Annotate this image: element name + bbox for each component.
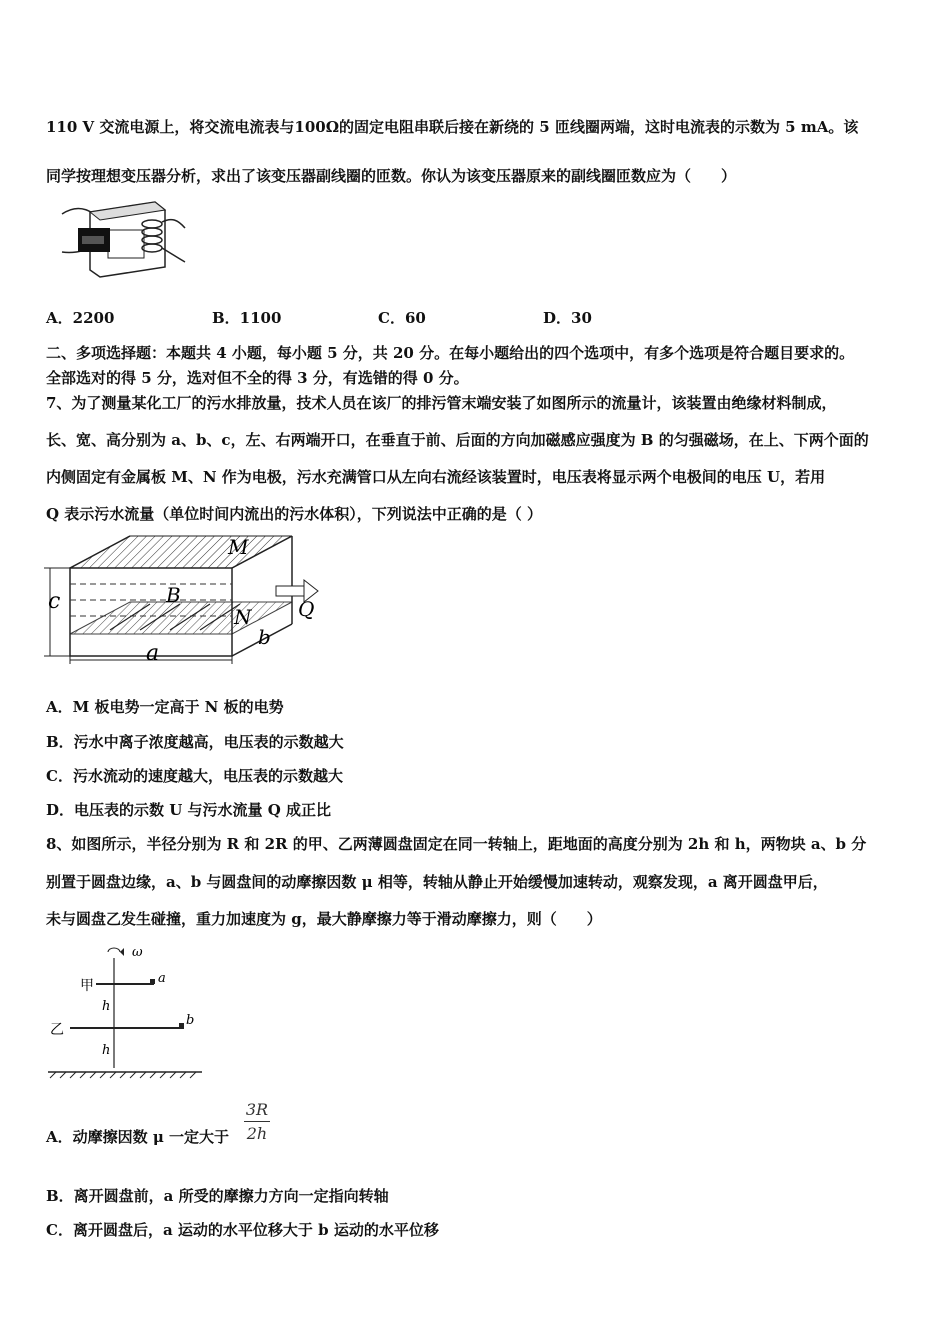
section2-line-1: 二、多项选择题：本题共 4 小题，每小题 5 分，共 20 分。在每小题给出的四个选项中，有多个选项是符合题目要求的。 <box>46 344 855 362</box>
label-h-lower: h <box>102 1043 111 1058</box>
label-a-block: a <box>158 971 166 986</box>
label-h-upper: h <box>102 999 111 1014</box>
fraction-numerator: 3R <box>245 1100 269 1119</box>
fraction-3r-2h <box>244 1100 270 1143</box>
label-M: M <box>228 535 249 559</box>
q6-option-a: A．2200 <box>46 309 115 327</box>
fraction-bar <box>244 1121 270 1122</box>
label-yi: 乙 <box>50 1022 64 1038</box>
q8-line-1: 8、如图所示，半径分别为 R 和 2R 的甲、乙两薄圆盘固定在同一转轴上，距地面的高度分别为 2h 和 h，两物块 a、b 分 <box>46 835 867 853</box>
label-N: N <box>234 605 252 629</box>
label-omega: ω <box>132 945 143 960</box>
flowmeter-figure <box>40 532 330 667</box>
label-Q: Q <box>298 597 315 621</box>
label-c: c <box>48 589 61 614</box>
label-jia: 甲 <box>80 978 94 994</box>
q8-line-3: 未与圆盘乙发生碰撞，重力加速度为 g，最大静摩擦力等于滑动摩擦力，则（ ） <box>46 910 602 928</box>
q8-line-2: 别置于圆盘边缘，a、b 与圆盘间的动摩擦因数 μ 相等，转轴从静止开始缓慢加速转动，观察发现，a 离开圆盘甲后， <box>46 873 828 891</box>
q7-option-b: B．污水中离子浓度越高，电压表的示数越大 <box>46 733 344 751</box>
q8-option-a: A．动摩擦因数 μ 一定大于 <box>46 1128 230 1146</box>
section2-line-2: 全部选对的得 5 分，选对但不全的得 3 分，有选错的得 0 分。 <box>46 369 469 387</box>
q7-line-1: 7、为了测量某化工厂的污水排放量，技术人员在该厂的排污管末端安装了如图所示的流量计，该装置由绝缘材料制成， <box>46 394 837 412</box>
q8-option-b: B．离开圆盘前，a 所受的摩擦力方向一定指向转轴 <box>46 1187 389 1205</box>
q7-line-3: 内侧固定有金属板 M、N 作为电极，污水充满管口从左向右流经该装置时，电压表将显示两个电极间的电压 U，若用 <box>46 468 826 486</box>
q7-option-c: C．污水流动的速度越大，电压表的示数越大 <box>46 767 343 785</box>
q8-option-c: C．离开圆盘后，a 运动的水平位移大于 b 运动的水平位移 <box>46 1221 439 1239</box>
q7-line-4: Q 表示污水流量（单位时间内流出的污水体积），下列说法中正确的是（ ） <box>46 505 543 523</box>
q6-option-c: C．60 <box>378 309 426 327</box>
fraction-denominator: 2h <box>246 1124 268 1143</box>
q6-line-1: 110 V 交流电源上，将交流电流表与100Ω的固定电阻串联后接在新绕的 5 匝线圈两端，这时电流表的示数为 5 mA。该 <box>46 118 859 136</box>
q6-line-2: 同学按理想变压器分析，求出了该变压器副线圈的匝数。你认为该变压器原来的副线圈匝数应为（ ） <box>46 167 737 185</box>
q7-option-d: D．电压表的示数 U 与污水流量 Q 成正比 <box>46 801 332 819</box>
label-B: B <box>166 583 181 607</box>
label-b: b <box>258 625 271 649</box>
q7-line-2: 长、宽、高分别为 a、b、c，左、右两端开口，在垂直于前、后面的方向加磁感应强度为 B 的匀强磁场，在上、下两个面的 <box>46 431 869 449</box>
label-b-block: b <box>186 1013 195 1028</box>
label-a: a <box>146 641 160 666</box>
q6-option-b: B．1100 <box>212 309 282 327</box>
q6-option-d: D．30 <box>543 309 592 327</box>
transformer-figure <box>60 192 190 282</box>
q7-option-a: A．M 板电势一定高于 N 板的电势 <box>46 698 284 716</box>
discs-figure <box>44 940 214 1080</box>
